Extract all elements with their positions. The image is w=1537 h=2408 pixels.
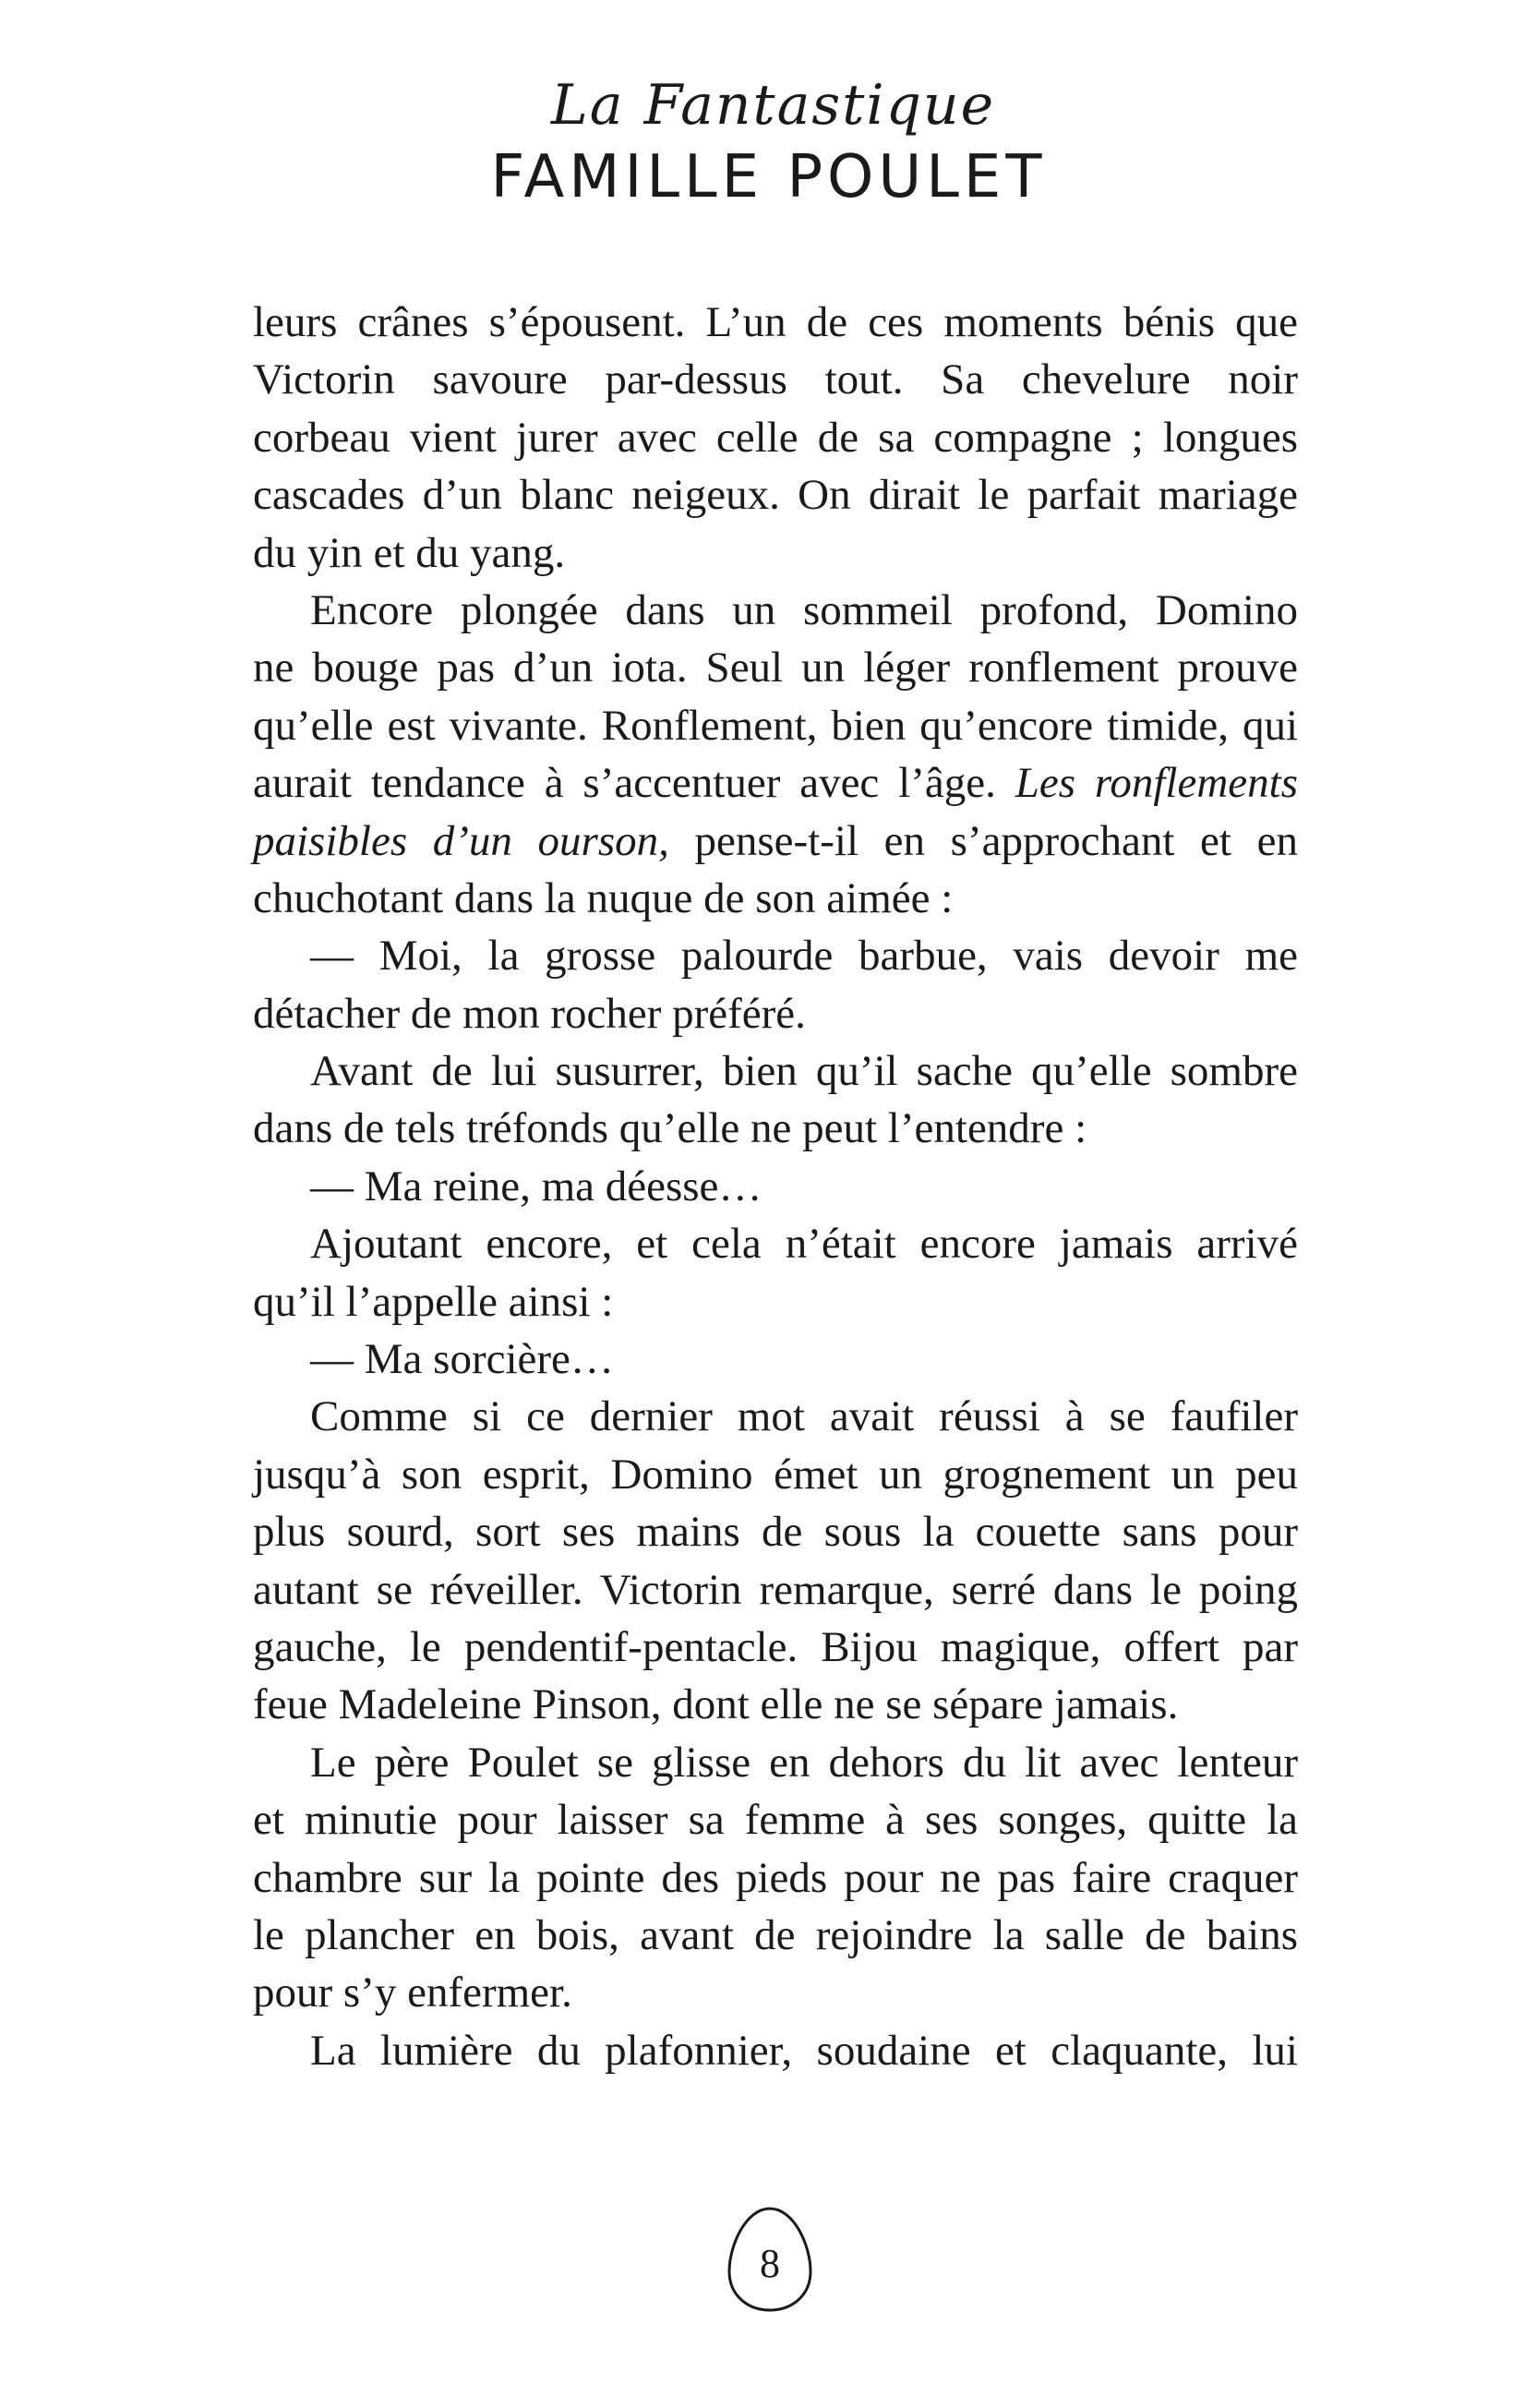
text-line: La lumière du plafonnier, soudaine et claquante, lui: [310, 2026, 1298, 2075]
text-line: chambre sur la pointe des pieds pour ne pas faire craquer: [253, 1853, 1298, 1902]
text-line: jusqu’à son esprit, Domino émet un grognement un peu: [253, 1450, 1298, 1499]
text-line: et minutie pour laisser sa femme à ses songes, quitte la: [253, 1796, 1298, 1845]
dialogue-line: — Ma sorcière…: [310, 1335, 614, 1384]
text-line: autant se réveiller. Victorin remarque, serré dans le poing: [253, 1565, 1298, 1614]
page-number: 8: [760, 2241, 780, 2286]
text-line: Ajoutant encore, et cela n’était encore jamais arrivé: [310, 1220, 1298, 1269]
text-line: feue Madeleine Pinson, dont elle ne se sépare jamais.: [253, 1680, 1179, 1729]
running-header: [0, 73, 1537, 211]
text-line: ne bouge pas d’un iota. Seul un léger ronflement prouve: [253, 644, 1298, 692]
text-line: gauche, le pendentif-pentacle. Bijou magique, offert par: [253, 1622, 1298, 1671]
text-segment: pense-t-il en s’approchant et en: [668, 816, 1298, 865]
text-line: leurs crânes s’épousent. L’un de ces moments bénis que: [253, 298, 1298, 346]
text-line: qu’elle est vivante. Ronflement, bien qu’encore timide, qui: [253, 701, 1298, 750]
italic-segment: Les ronflements: [1015, 759, 1299, 808]
book-title-script: La Fantastique: [550, 73, 996, 138]
dialogue-line: — Ma reine, ma déesse…: [310, 1162, 762, 1210]
text-line: corbeau vient jurer avec celle de sa compagne ; longues: [253, 413, 1298, 462]
text-line: cascades d’un blanc neigeux. On dirait le parfait mariage: [253, 471, 1298, 520]
text-line: plus sourd, sort ses mains de sous la couette sans pour: [253, 1508, 1298, 1557]
text-line: qu’il l’appelle ainsi :: [253, 1277, 614, 1326]
text-line: Avant de lui susurrer, bien qu’il sache qu’elle sombre: [310, 1047, 1298, 1096]
text-line-mixed: [253, 813, 1298, 870]
page-body: [253, 294, 1298, 2079]
text-line-mixed: [253, 754, 1298, 812]
text-line: chuchotant dans la nuque de son aimée :: [253, 873, 954, 922]
text-line: détacher de mon rocher préféré.: [253, 989, 806, 1038]
text-segment: aurait tendance à s’accentuer avec l’âge.: [253, 759, 1015, 808]
book-title-main: FAMILLE POULET: [490, 143, 1047, 211]
dialogue-line: — Moi, la grosse palourde barbue, vais devoir me: [310, 932, 1298, 981]
italic-segment: paisibles d’un ourson,: [253, 816, 669, 865]
text-line: Encore plongée dans un sommeil profond, Domino: [310, 585, 1298, 634]
text-line: le plancher en bois, avant de rejoindre la salle de bains: [253, 1910, 1298, 1959]
text-line: pour s’y enfermer.: [253, 1969, 572, 2017]
text-line: Le père Poulet se glisse en dehors du lit avec lenteur: [310, 1738, 1298, 1787]
text-line: dans de tels tréfonds qu’elle ne peut l’entendre :: [253, 1104, 1087, 1153]
text-line: Comme si ce dernier mot avait réussi à se faufiler: [310, 1392, 1298, 1441]
text-line: Victorin savoure par-dessus tout. Sa chevelure noir: [253, 355, 1298, 404]
page-number-egg: [726, 2205, 814, 2314]
text-line: du yin et du yang.: [253, 528, 566, 577]
